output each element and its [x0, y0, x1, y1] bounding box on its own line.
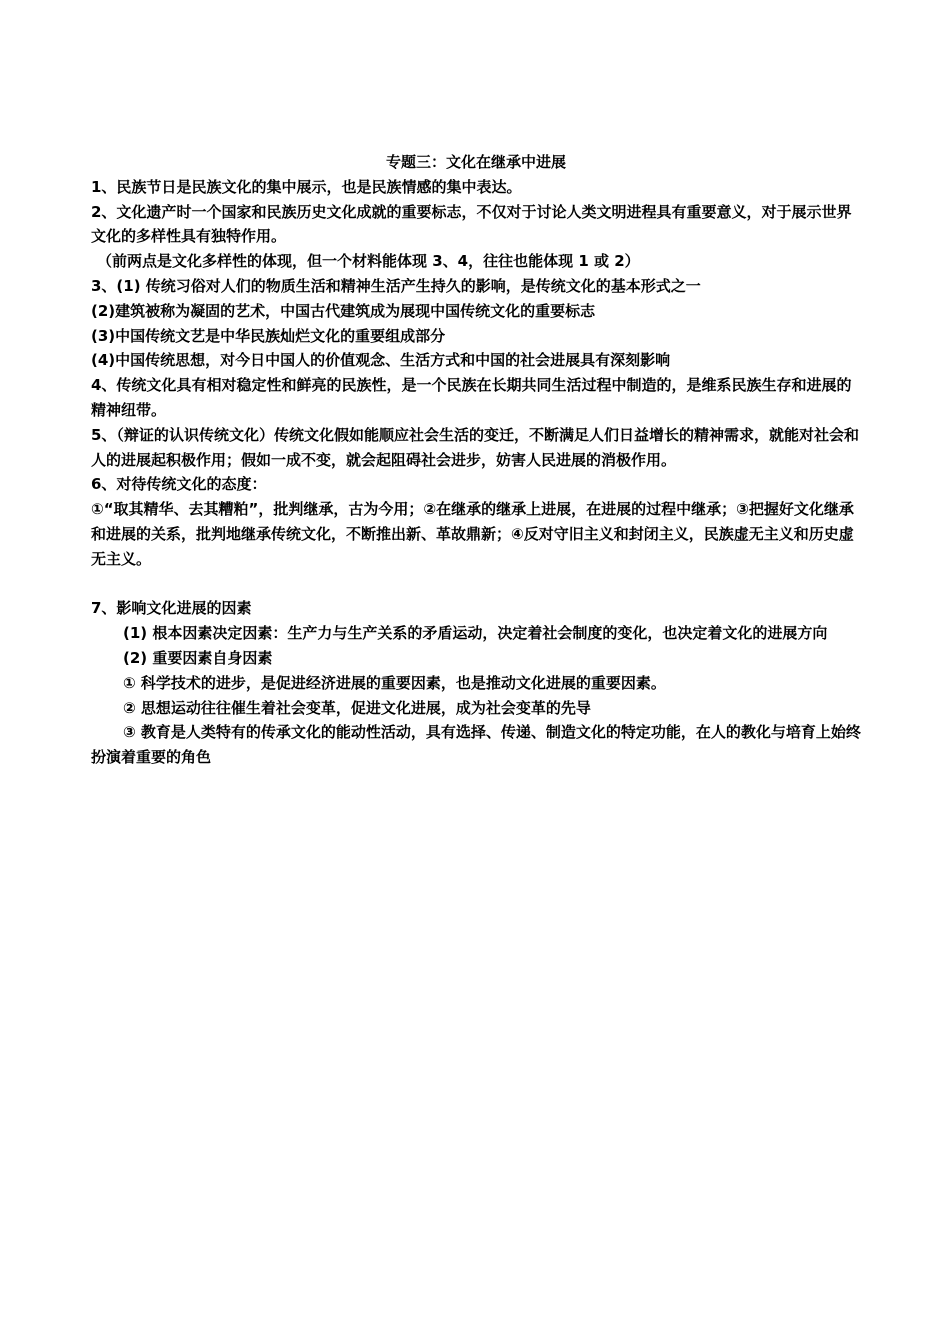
paragraph-3-1: 3、(1) 传统习俗对人们的物质生活和精神生活产生持久的影响，是传统文化的基本形式之一 [91, 276, 701, 295]
paragraph-2: 2、文化遗产时一个国家和民族历史文化成就的重要标志，不仅对于讨论人类文明进程具有重要意义，对于展示世界文化的多样性具有独特作用。 [91, 202, 852, 246]
paragraph-6-body: ①“取其精华、去其糟粕”，批判继承，古为今用；②在继承的继承上进展，在进展的过程中继承；③把握好文化继承和进展的关系，批判地继承传统文化，不断推出新、革故鼎新；④反对守旧主义和封闭主义，民族虚无主义和历史虚无主义。 [91, 500, 854, 568]
paragraph-7-2: (2) 重要因素自身因素 [123, 648, 273, 667]
paragraph-6-heading: 6、对待传统文化的态度： [91, 475, 267, 494]
paragraph-7-2a: ① 科学技术的进步，是促进经济进展的重要因素，也是推动文化进展的重要因素。 [123, 673, 666, 692]
paragraph-7-2b: ② 思想运动往往催生着社会变革，促进文化进展，成为社会变革的先导 [123, 698, 591, 717]
paragraph-5: 5、（辩证的认识传统文化）传统文化假如能顺应社会生活的变迁，不断满足人们日益增长的精神需求，就能对社会和人的进展起积极作用；假如一成不变，就会起阻碍社会进步，妨害人民进展的消极作用。 [91, 425, 859, 469]
paragraph-4: 4、传统文化具有相对稳定性和鲜亮的民族性，是一个民族在长期共同生活过程中制造的，是维系民族生存和进展的精神纽带。 [91, 376, 852, 419]
paragraph-7-1: (1) 根本因素决定因素：生产力与生产关系的矛盾运动，决定着社会制度的变化，也决定着文化的进展方向 [123, 624, 828, 643]
paragraph-3-3: (3)中国传统文艺是中华民族灿烂文化的重要组成部分 [91, 326, 446, 345]
paragraph-3-4: (4)中国传统思想，对今日中国人的价值观念、生活方式和中国的社会进展具有深刻影响 [91, 351, 671, 370]
paragraph-7-2c: ③ 教育是人类特有的传承文化的能动性活动，具有选择、传递、制造文化的特定功能，在人的教化与培育上始终扮演着重要的角色 [91, 723, 861, 767]
paragraph-1: 1、民族节日是民族文化的集中展示，也是民族情感的集中表达。 [91, 177, 522, 196]
document-body [91, 150, 861, 770]
paragraph-7-heading: 7、影响文化进展的因素 [91, 599, 252, 618]
document-title: 专题三：文化在继承中进展 [385, 153, 566, 171]
blank-line [91, 572, 861, 597]
paragraph-note: （前两点是文化多样性的体现，但一个材料能体现 3、4，往往也能体现 1 或 2） [97, 252, 640, 271]
paragraph-3-2: (2)建筑被称为凝固的艺术，中国古代建筑成为展现中国传统文化的重要标志 [91, 301, 596, 320]
